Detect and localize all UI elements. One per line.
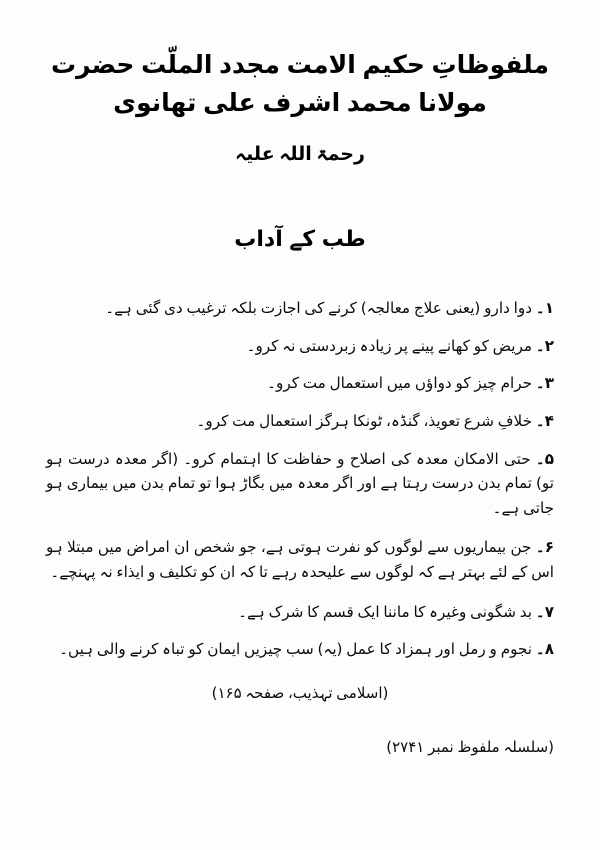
rule-number: ۴۔ (535, 411, 554, 430)
source-citation: (اسلامی تہذیب، صفحہ ۱۶۵) (211, 683, 389, 702)
list-item (46, 600, 554, 625)
title-block (0, 0, 600, 165)
page-title: ملفوظاتِ حکیم الامت مجدد الملّت حضرت مولانا محمد اشرف علی تھانوی (51, 50, 549, 117)
list-item (46, 535, 554, 584)
rule-text: جن بیماریوں سے لوگوں کو نفرت ہوتی ہے، جو شخص ان امراض میں مبتلا ہو اس کے لئے بہتر ہے کہ لوگوں سے علیحدہ رہے تا کہ ان کو تکلیف و ایذاء نہ پہنچے۔ (46, 538, 554, 581)
list-item (46, 296, 554, 321)
rule-text: حتی الامکان معدہ کی اصلاح و حفاظت کا اہتمام کرو۔ (اگر معدہ درست ہو تو) تمام بدن درست رہتا ہے اور اگر معدہ میں بگاڑ ہوا تو تمام بدن میں بیماری ہو جاتی ہے۔ (46, 449, 554, 517)
rule-number: ۸۔ (535, 640, 554, 659)
rule-text: دوا دارو (یعنی علاج معالجہ) کرنے کی اجازت بلکہ ترغیب دی گئی ہے۔ (105, 299, 532, 317)
rule-text: نجوم و رمل اور ہمزاد کا عمل (یہ) سب چیزیں ایمان کو تباہ کرنے والی ہیں۔ (59, 640, 532, 659)
list-item (46, 409, 554, 434)
rule-number: ۶۔ (535, 538, 554, 557)
list-item (46, 334, 554, 359)
rule-number: ۷۔ (535, 602, 554, 621)
rule-text: بد شگونی وغیرہ کا ماننا ایک قسم کا شرک ہے۔ (238, 602, 532, 621)
rules-list (0, 296, 600, 662)
rule-number: ۱۔ (535, 299, 554, 317)
document-subtitle: رحمۃ اللہ علیہ (235, 143, 365, 165)
list-item (46, 447, 554, 521)
rule-number: ۳۔ (535, 374, 554, 393)
rule-text: حرام چیز کو دواؤں میں استعمال مت کرو۔ (267, 374, 532, 393)
rule-text: خلافِ شرع تعویذ، گنڈہ، ٹونکا ہرگز استعمال مت کرو۔ (196, 411, 532, 430)
list-item (46, 371, 554, 396)
rule-number: ۵۔ (535, 449, 555, 468)
list-item (46, 637, 554, 662)
rule-text: مریض کو کھانے پینے پر زیادہ زبردستی نہ کرو۔ (246, 336, 532, 355)
rule-number: ۲۔ (535, 336, 554, 355)
footer-reference: (سلسلہ ملفوظ نمبر ۲۷۴۱) (386, 737, 554, 756)
section-heading: طب کے آداب (234, 227, 366, 252)
